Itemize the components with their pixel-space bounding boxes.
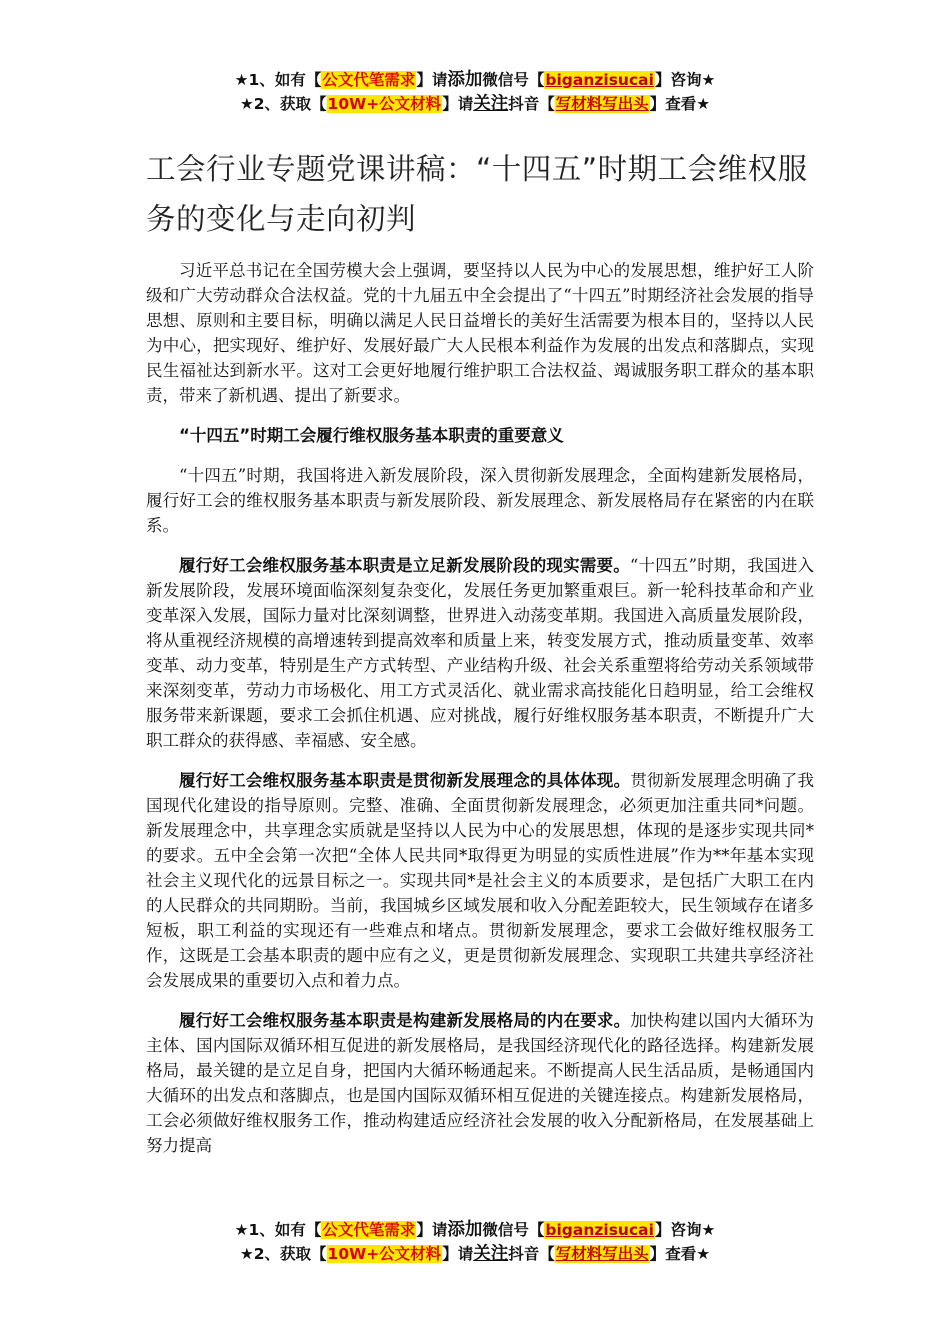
promo-line-1 xyxy=(0,1218,950,1242)
promo-line-2 xyxy=(0,1242,950,1266)
document-title: 工会行业专题党课讲稿：“十四五”时期工会维权服务的变化与走向初判 xyxy=(146,152,808,236)
paragraph-lead: 履行好工会维权服务基本职责是立足新发展阶段的现实需要。 xyxy=(179,556,630,575)
paragraph-lead: 履行好工会维权服务基本职责是贯彻新发展理念的具体体现。 xyxy=(179,771,631,790)
promo-text: 】咨询★ xyxy=(654,1221,716,1239)
promo-text: 抖音【 xyxy=(508,95,555,113)
promo-text: 抖音【 xyxy=(508,1245,555,1263)
promo-emphasis: 关注 xyxy=(473,1244,509,1264)
paragraph-overview: “十四五”时期，我国将进入新发展阶段，深入贯彻新发展理念，全面构建新发展格局，履行好工会的维权服务基本职责与新发展阶段、新发展理念、新发展格局存在紧密的内在联系。 xyxy=(146,466,814,535)
paragraph-intro: 习近平总书记在全国劳模大会上强调，要坚持以人民为中心的发展思想，维护好工人阶级和广大劳动群众合法权益。党的十九届五中全会提出了“十四五”时期经济社会发展的指导思想、原则和主要目标，明确以满足人民日益增长的美好生活需要为根本目的，坚持以人民为中心，把实现好、维护好、发展好最广大人民根本利益作为发展的出发点和落脚点，实现民生福祉达到新水平。这对工会更好地履行维护职工合法权益、竭诚服务职工群众的基本职责，带来了新机遇、提出了新要求。 xyxy=(146,261,814,405)
promo-emphasis: 添加 xyxy=(447,70,483,90)
promo-emphasis: 关注 xyxy=(473,94,509,114)
promo-banner-top xyxy=(0,68,950,116)
paragraph-text: 贯彻新发展理念明确了我国现代化建设的指导原则。完整、准确、全面贯彻新发展理念，必须更加注重共同*问题。新发展理念中，共享理念实质就是坚持以人民为中心的发展思想，体现的是逐步实现共同*的要求。五中全会第一次把“全体人民共同*取得更为明显的实质性进展”作为**年基本实现社会主义现代化的远景目标之一。实现共同*是社会主义的本质要求，是包括广大职工在内的人民群众的共同期盼。当前，我国城乡区域发展和收入分配差距较大，民生领域存在诸多短板，职工利益的实现还有一些难点和堵点。贯彻新发展理念，要求工会做好维权服务工作，这既是工会基本职责的题中应有之义，更是贯彻新发展理念、实现职工共建共享经济社会发展成果的重要切入点和着力点。 xyxy=(146,771,815,990)
promo-banner-bottom xyxy=(0,1218,950,1266)
wechat-id: biganzisucai xyxy=(545,1221,654,1239)
promo-text: 微信号【 xyxy=(482,1221,545,1239)
section-heading: “十四五”时期工会履行维权服务基本职责的重要意义 xyxy=(179,426,564,445)
highlight-materials: 10W+公文材料 xyxy=(327,1245,442,1263)
wechat-id: biganzisucai xyxy=(545,71,654,89)
promo-text: 】咨询★ xyxy=(654,71,716,89)
highlight-materials: 10W+公文材料 xyxy=(327,95,442,113)
promo-text: 】请 xyxy=(442,1245,474,1263)
promo-text: ★1、如有【 xyxy=(234,1221,322,1239)
paragraph-new-stage xyxy=(146,553,814,753)
promo-text: 】请 xyxy=(442,95,474,113)
paragraph-text: 加快构建以国内大循环为主体、国内国际双循环相互促进的新发展格局，是我国经济现代化的路径选择。构建新发展格局，最关键的是立足自身，把国内大循环畅通起来。不断提高人民生活品质，是畅通国内大循环的出发点和落脚点，也是国内国际双循环相互促进的关键连接点。构建新发展格局，工会必须做好维权服务工作，推动构建适应经济社会发展的收入分配新格局，在发展基础上努力提高 xyxy=(146,1011,815,1155)
promo-text: 】请 xyxy=(416,71,448,89)
douyin-account: 写材料写出头 xyxy=(555,1245,649,1263)
paragraph-text: “十四五”时期，我国进入新发展阶段，发展环境面临深刻复杂变化，发展任务更加繁重艰巨。新一轮科技革命和产业变革深入发展，国际力量对比深刻调整，世界进入动荡变革期。我国进入高质量发展阶段，将从重视经济规模的高增速转到提高效率和质量上来，转变发展方式，推动质量变革、效率变革、动力变革，特别是生产方式转型、产业结构升级、社会关系重塑将给劳动关系领域带来深刻变革，劳动力市场极化、用工方式灵活化、就业需求高技能化日趋明显，给工会维权服务带来新课题，要求工会抓住机遇、应对挑战，履行好维权服务基本职责，不断提升广大职工群众的获得感、幸福感、安全感。 xyxy=(146,556,814,750)
douyin-account: 写材料写出头 xyxy=(555,95,649,113)
paragraph-new-concept xyxy=(146,768,814,993)
promo-text: ★1、如有【 xyxy=(234,71,322,89)
paragraph-lead: 履行好工会维权服务基本职责是构建新发展格局的内在要求。 xyxy=(179,1011,631,1030)
promo-text: ★2、获取【 xyxy=(239,1245,327,1263)
promo-text: 】查看★ xyxy=(649,1245,711,1263)
document-body xyxy=(146,258,814,1173)
highlight-service: 公文代笔需求 xyxy=(322,1221,416,1239)
promo-text: 】请 xyxy=(416,1221,448,1239)
promo-text: 】查看★ xyxy=(649,95,711,113)
promo-line-2 xyxy=(0,92,950,116)
promo-emphasis: 添加 xyxy=(447,1220,483,1240)
promo-text: ★2、获取【 xyxy=(239,95,327,113)
paragraph-new-pattern xyxy=(146,1008,814,1158)
promo-text: 微信号【 xyxy=(482,71,545,89)
highlight-service: 公文代笔需求 xyxy=(322,71,416,89)
promo-line-1 xyxy=(0,68,950,92)
